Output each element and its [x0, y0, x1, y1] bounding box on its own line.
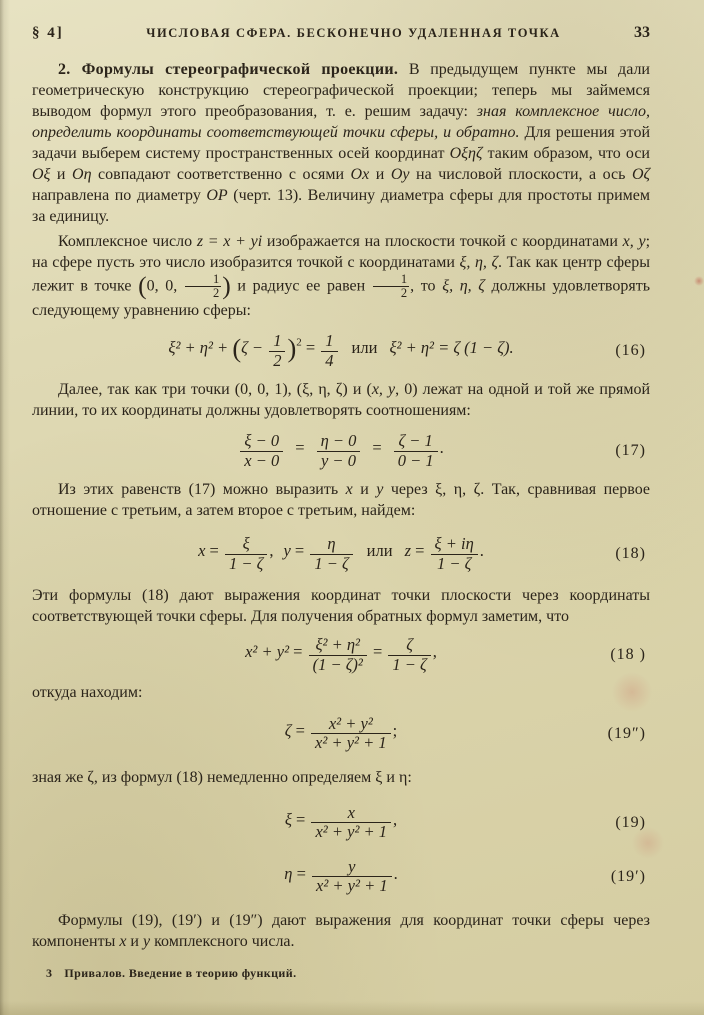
text-run: направлена по диаметру: [32, 187, 207, 204]
math-run: x: [119, 932, 127, 950]
text-run: совпадают соответственно с осями: [91, 166, 351, 183]
fraction-numerator: η: [310, 535, 352, 554]
punctuation: .: [439, 438, 444, 458]
text-run: . Так как центр сферы лежит в точке: [32, 254, 651, 295]
fraction: [310, 535, 352, 573]
page-content: [32, 24, 650, 981]
fraction: [431, 535, 478, 573]
text-run: Формулы (19), (19′) и (19″) дают выражения для координат точки сферы через компоненты: [32, 911, 650, 950]
paragraph-formulas-18: [32, 585, 650, 627]
fraction: [394, 432, 438, 470]
punctuation: .: [479, 541, 484, 561]
math-run: x: [198, 541, 206, 561]
math-run: Oη: [72, 166, 92, 183]
footnote-text: Привалов. Введение в теорию функций.: [64, 965, 297, 980]
fraction-denominator: x² + y² + 1: [315, 733, 387, 753]
text-run: комплексного числа.: [150, 932, 295, 950]
punctuation: .: [393, 863, 398, 883]
math-run: Oξηζ: [449, 145, 483, 162]
exponent: 2: [296, 336, 302, 349]
fraction-denominator: 2: [400, 286, 408, 301]
equation-16-label: (16): [615, 342, 646, 360]
punctuation: ,: [393, 810, 398, 830]
fraction-numerator: ξ + iη: [431, 535, 478, 554]
fraction: [311, 804, 391, 842]
connector-word: или: [351, 338, 378, 358]
signature-number: 3: [46, 965, 53, 980]
equation-17-label: (17): [615, 442, 646, 460]
fraction-numerator: y: [312, 858, 392, 877]
text-run: Эти формулы (18) дают выражения координат точки плоскости через координаты соответствующей точки сферы. Для получения обратных формул заметим, что: [32, 587, 650, 626]
paragraph-whence: [32, 682, 650, 703]
fraction-denominator: 4: [325, 350, 334, 370]
punctuation: ;: [392, 721, 398, 741]
paragraph-lead: 2. Формулы стереографической проекции.: [58, 61, 399, 78]
equation-19-prime-label: (19′): [610, 867, 646, 885]
emphasis-run: зная комплексное число, определить координаты соответствующей точки сферы, и обратно.: [32, 103, 650, 141]
paragraph-knowing-zeta: [32, 767, 650, 788]
fraction-denominator: x² + y² + 1: [315, 822, 388, 842]
text-run: и радиус ее равен: [230, 277, 372, 295]
math-run: Oy: [390, 166, 410, 183]
equation-19: [32, 804, 650, 842]
fraction-denominator: 1 − ζ: [228, 553, 264, 573]
text-run: , 0) лежат на одной и той же прямой линии, то их координаты должны удовлетворять соотношениям:: [32, 381, 651, 420]
close-paren: ): [287, 333, 297, 364]
fraction-numerator: 1: [373, 273, 409, 287]
fraction-denominator: 2: [212, 286, 220, 301]
equation-19-double-prime: [32, 715, 650, 753]
math-run: x² + y²: [245, 642, 290, 662]
text-run: , то: [410, 277, 443, 295]
equation-17: [32, 432, 650, 470]
paragraph-complex-number: [32, 231, 650, 321]
text-run: зная же ζ, из формул (18) немедленно определяем ξ и η:: [32, 768, 412, 786]
math-run: η: [284, 863, 293, 883]
math-run: OP: [206, 187, 228, 204]
close-paren: ): [222, 271, 231, 301]
fraction-denominator: y − 0: [320, 450, 356, 470]
equation-18-prime-label: (18 ): [610, 646, 646, 664]
equation-18: [32, 535, 650, 573]
open-paren: (: [138, 271, 147, 301]
math-run: Oζ: [632, 166, 651, 183]
fraction: [317, 432, 361, 470]
text-run: и: [369, 166, 391, 183]
fraction: [311, 715, 391, 753]
section-marker: § 4]: [32, 25, 64, 41]
math-run: x, y: [371, 381, 396, 399]
fraction: [388, 636, 430, 674]
equals-run: =: [291, 810, 310, 830]
equals-run: =: [410, 541, 429, 561]
math-run: y: [142, 932, 151, 950]
fraction-denominator: x² + y² + 1: [316, 876, 388, 896]
open-paren: (: [232, 333, 242, 364]
equals-run: =: [291, 721, 310, 741]
fraction: [269, 332, 285, 370]
fraction: [240, 432, 283, 470]
equals-run: =: [289, 642, 307, 662]
fraction-numerator: x: [311, 804, 391, 823]
connector-word: или: [366, 541, 393, 561]
text-run: и: [352, 481, 377, 499]
equals-run: =: [290, 541, 309, 561]
paragraph-from-17: [32, 479, 650, 521]
math-run: z: [404, 541, 411, 561]
equation-19-label: (19): [615, 813, 646, 831]
inline-fraction: [185, 273, 221, 300]
math-run: x: [345, 481, 353, 499]
equals-run: =: [372, 438, 382, 458]
text-run: 0, 0,: [146, 277, 184, 295]
page-header: [32, 24, 650, 42]
equation-18-prime: [32, 636, 650, 674]
punctuation: ,: [269, 541, 274, 561]
math-run: ξ, η, ζ: [442, 277, 485, 295]
running-title: ЧИСЛОВАЯ СФЕРА. БЕСКОНЕЧНО УДАЛЕННАЯ ТОЧКА: [146, 26, 561, 40]
fraction-denominator: 1 − ζ: [437, 553, 472, 573]
equation-18-label: (18): [615, 545, 646, 563]
fraction-denominator: 2: [273, 350, 282, 370]
text-run: ; на сфере пусть это число изобразится точкой с координатами: [32, 233, 651, 271]
equation-19-double-prime-label: (19″): [607, 724, 646, 742]
fraction-numerator: ξ² + η²: [309, 636, 367, 655]
math-run: ζ: [284, 721, 292, 741]
text-run: Комплексное число: [58, 233, 197, 250]
paragraph-intro: [32, 59, 650, 227]
fraction: [309, 636, 367, 674]
math-run: Ox: [350, 166, 370, 183]
text-run: Из этих равенств (17) можно выразить: [58, 481, 346, 499]
fraction: [321, 332, 337, 370]
equation-19-prime: [32, 858, 650, 896]
fraction-denominator: 1 − ζ: [392, 654, 427, 674]
fraction: [312, 858, 392, 896]
inline-fraction: [373, 273, 409, 300]
math-run: x, y: [622, 233, 646, 250]
text-run: через ξ, η, ζ. Так, сравнивая первое отношение с третьим, а затем второе с третьим, найдем:: [32, 481, 651, 520]
fraction-denominator: 1 − ζ: [314, 553, 349, 573]
text-run: В предыдущем пункте мы дали геометрическую конструкцию стереографической проекции; теперь мы займемся выводом формул этого преобразования, т. е. решим задачу:: [32, 61, 650, 120]
fraction-numerator: ζ: [388, 636, 430, 655]
fraction-numerator: 1: [321, 332, 337, 351]
fraction: [225, 535, 267, 573]
text-run: и: [126, 932, 143, 950]
fraction-numerator: x² + y²: [311, 715, 391, 734]
math-run: ξ² + η² +: [168, 338, 233, 358]
equals-run: =: [368, 642, 387, 662]
equals-run: =: [205, 541, 223, 561]
equation-16: [32, 332, 650, 370]
text-run: и: [50, 166, 73, 183]
math-run: ζ −: [241, 338, 268, 358]
fraction-denominator: 0 − 1: [397, 450, 434, 470]
text-run: откуда находим:: [32, 684, 143, 701]
math-run: ξ: [284, 810, 292, 830]
text-run: таким образом, что оси: [482, 145, 650, 162]
math-run: Oξ: [32, 166, 51, 183]
fraction-numerator: η − 0: [317, 432, 361, 451]
math-run: ξ² + η² = ζ (1 − ζ).: [389, 338, 514, 358]
paragraph-three-points: [32, 379, 650, 421]
equals-run: =: [295, 438, 305, 458]
text-run: на числовой плоскости, а ось: [409, 166, 632, 183]
math-run: z = x + yi: [196, 233, 263, 250]
fraction-numerator: 1: [269, 332, 285, 351]
page-number: 33: [634, 24, 650, 41]
fraction-numerator: 1: [185, 273, 221, 287]
fraction-numerator: ζ − 1: [394, 432, 438, 451]
fraction-denominator: x − 0: [244, 450, 280, 470]
math-run: y: [283, 541, 291, 561]
punctuation: ,: [432, 642, 437, 662]
text-run: должны удовлетворять следующему уравнению сферы:: [32, 277, 651, 320]
equals-run: =: [301, 338, 320, 358]
fraction-denominator: (1 − ζ)²: [312, 654, 363, 674]
text-run: Далее, так как три точки (0, 0, 1), (ξ, η, ζ) и (: [58, 381, 372, 399]
fraction-numerator: ξ − 0: [240, 432, 283, 451]
math-run: ξ, η, ζ: [459, 254, 499, 271]
equals-run: =: [292, 863, 311, 883]
text-run: (черт. 13). Величину диаметра сферы для простоты примем за единицу.: [32, 187, 650, 225]
math-run: y: [376, 481, 384, 499]
fraction-numerator: ξ: [225, 535, 267, 554]
text-run: Для решения этой задачи выберем систему пространственных осей координат: [32, 124, 651, 162]
signature-footnote: [32, 966, 650, 981]
paragraph-conclusion: [32, 910, 650, 952]
text-run: изображается на плоскости точкой с координатами: [262, 233, 623, 250]
